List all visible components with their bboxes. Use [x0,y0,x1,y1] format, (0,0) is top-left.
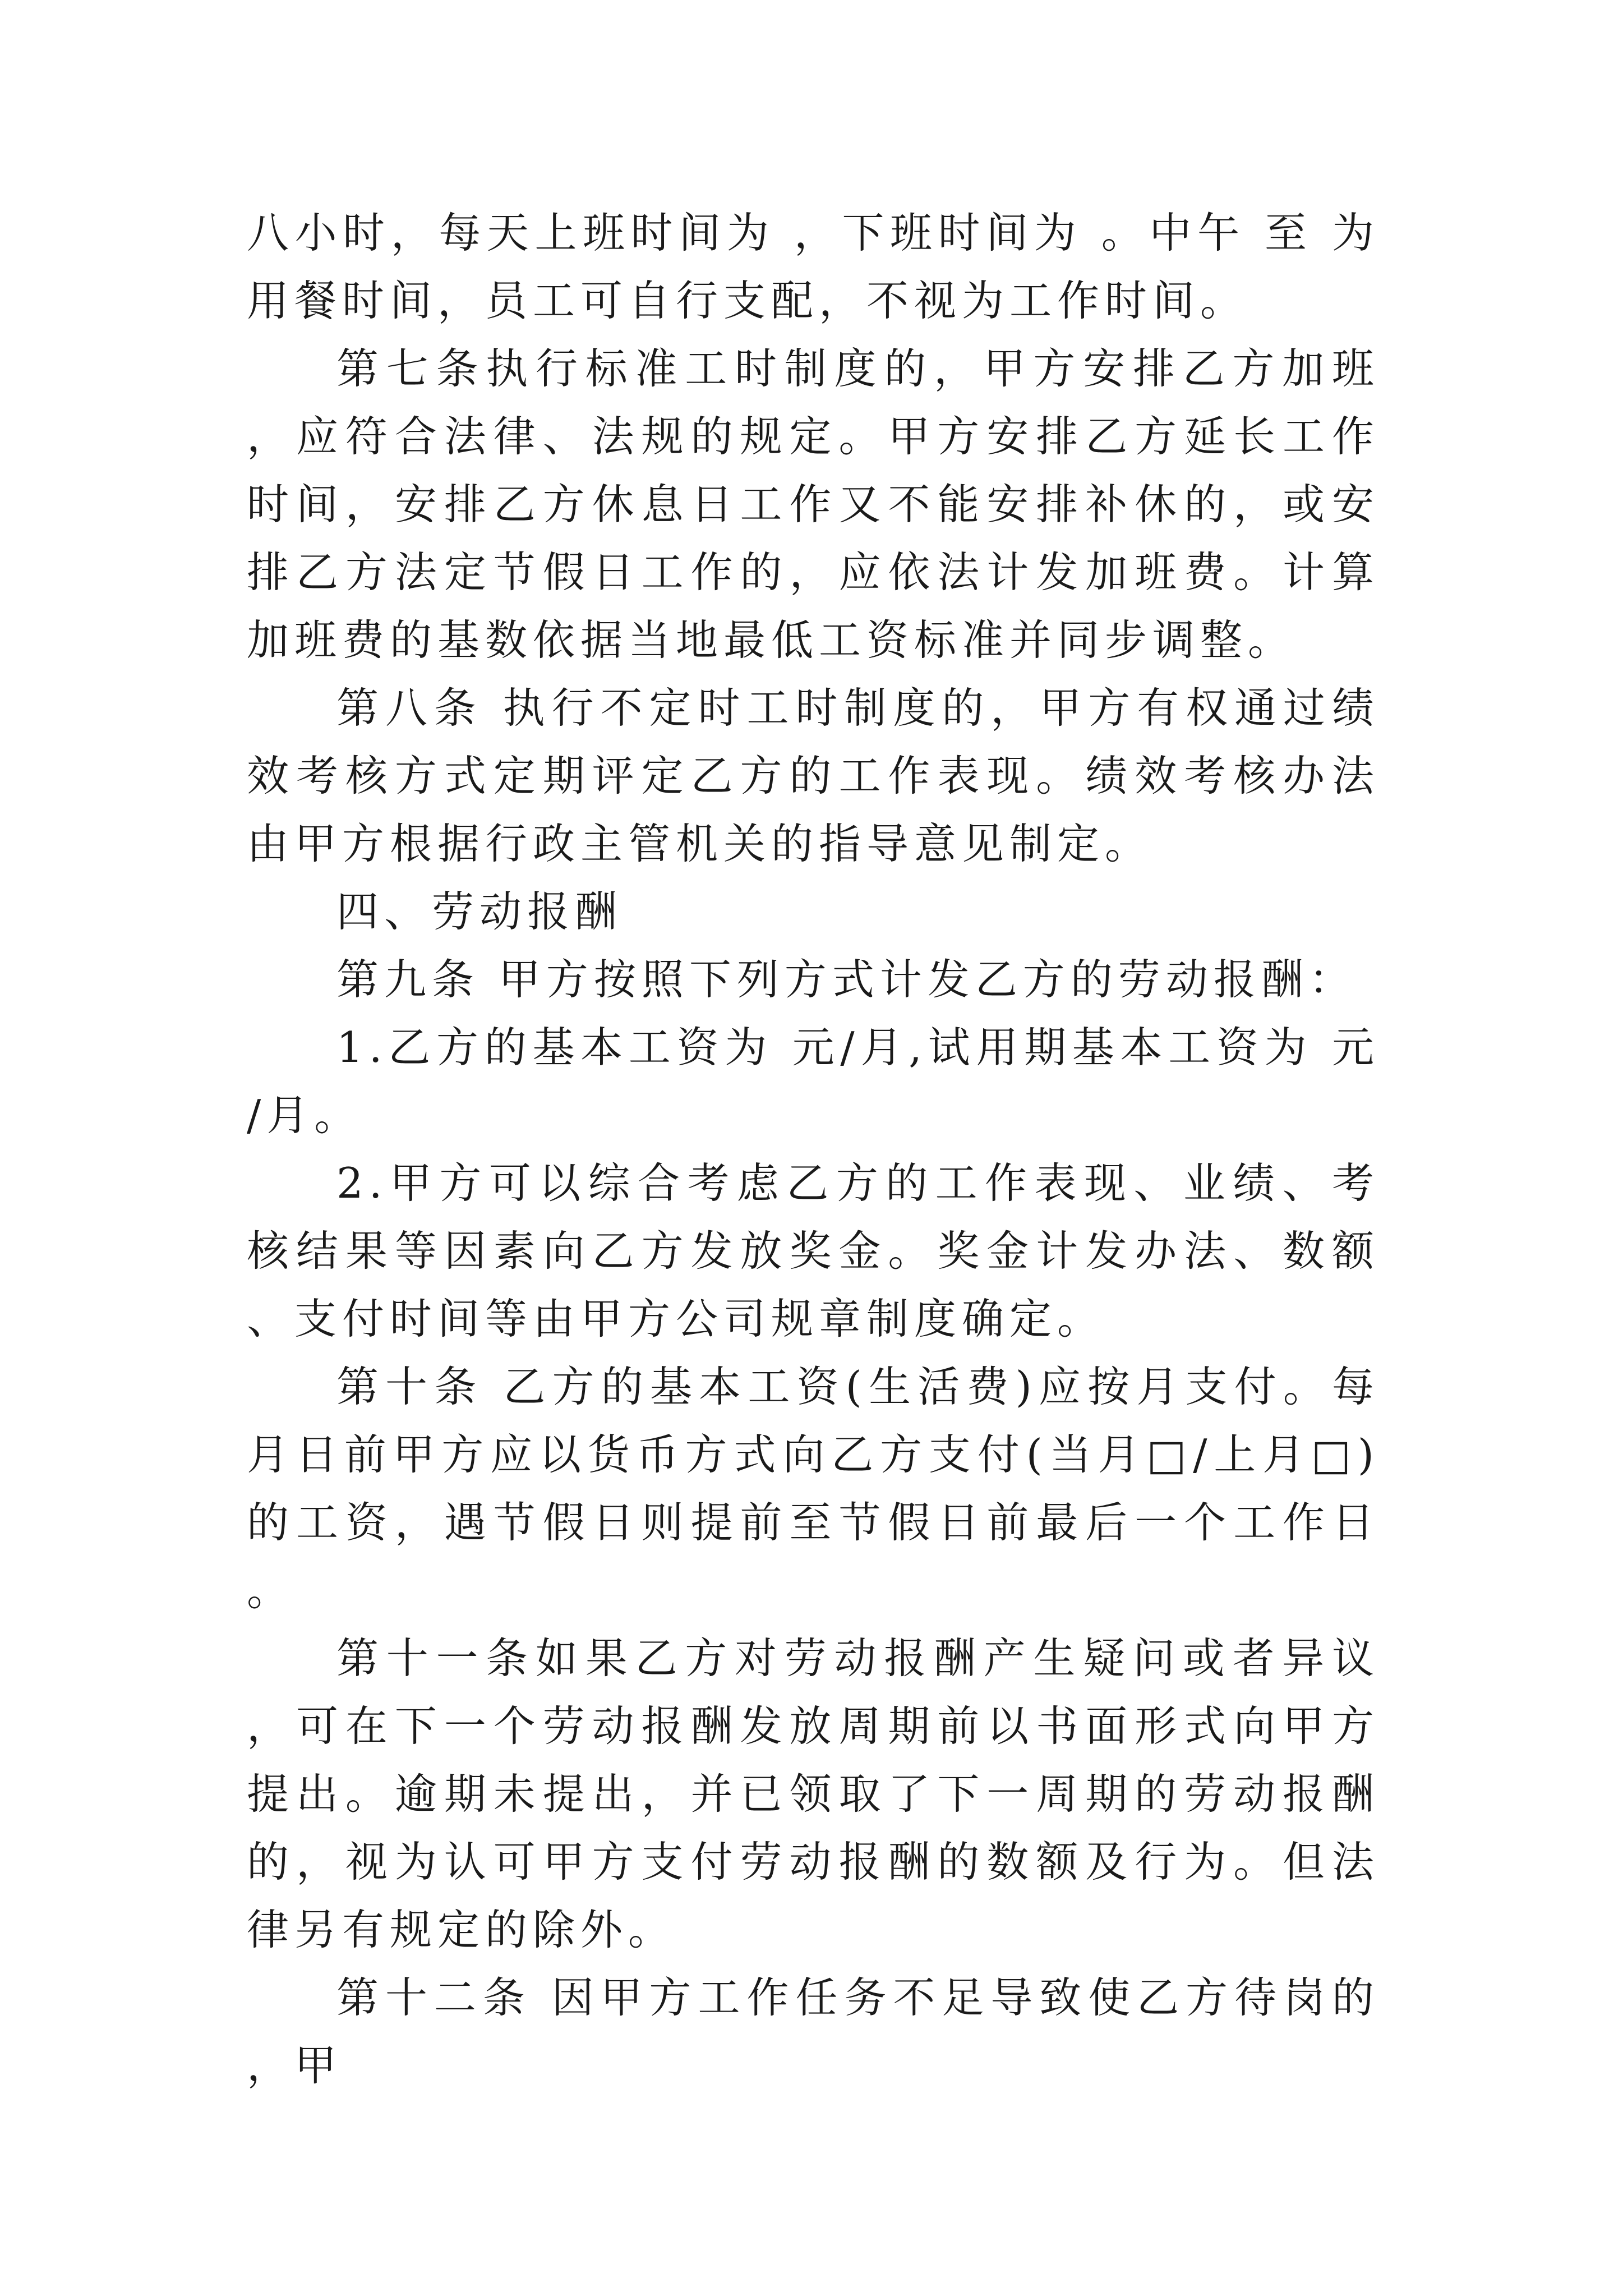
paragraph-article-12: 第十二条 因甲方工作任务不足导致使乙方待岗的，甲 [247,1973,1380,2090]
section-heading-remuneration: 四、劳动报酬 [336,887,623,936]
paragraph-article-7: 第七条执行标准工时制度的，甲方安排乙方加班，应符合法律、法规的规定。甲方安排乙方延长工作时间，安排乙方休息日工作又不能安排补休的，或安排乙方法定节假日工作的，应依法计发加班费。计算加班费的基数依据当地最低工资标准并同步调整。 [247,344,1380,665]
paragraph-article-10: 第十条 乙方的基本工资(生活费)应按月支付。每月日前甲方应以货币方式向乙方支付(当月□/上月□)的工资，遇节假日则提前至节假日前最后一个工作日。 [247,1362,1380,1615]
paragraph-item-2: 2.甲方可以综合考虑乙方的工作表现、业绩、考核结果等因素向乙方发放奖金。奖金计发办法、数额、支付时间等由甲方公司规章制度确定。 [247,1158,1380,1343]
document-body [247,199,1380,2100]
paragraph-article-9: 第九条 甲方按照下列方式计发乙方的劳动报酬： [336,955,1357,1004]
paragraph-work-hours: 八小时，每天上班时间为 ，下班时间为 。中午 至 为用餐时间，员工可自行支配，不视为工作时间。 [247,208,1380,325]
paragraph-article-11: 第十一条如果乙方对劳动报酬产生疑问或者异议，可在下一个劳动报酬发放周期前以书面形式向甲方提出。逾期未提出，并已领取了下一周期的劳动报酬的，视为认可甲方支付劳动报酬的数额及行为。但法律另有规定的除外。 [247,1634,1380,1954]
paragraph-article-8: 第八条 执行不定时工时制度的，甲方有权通过绩效考核方式定期评定乙方的工作表现。绩效考核办法由甲方根据行政主管机关的指导意见制定。 [247,683,1380,868]
paragraph-item-1: 1.乙方的基本工资为 元/月,试用期基本工资为 元/月。 [247,1023,1380,1140]
